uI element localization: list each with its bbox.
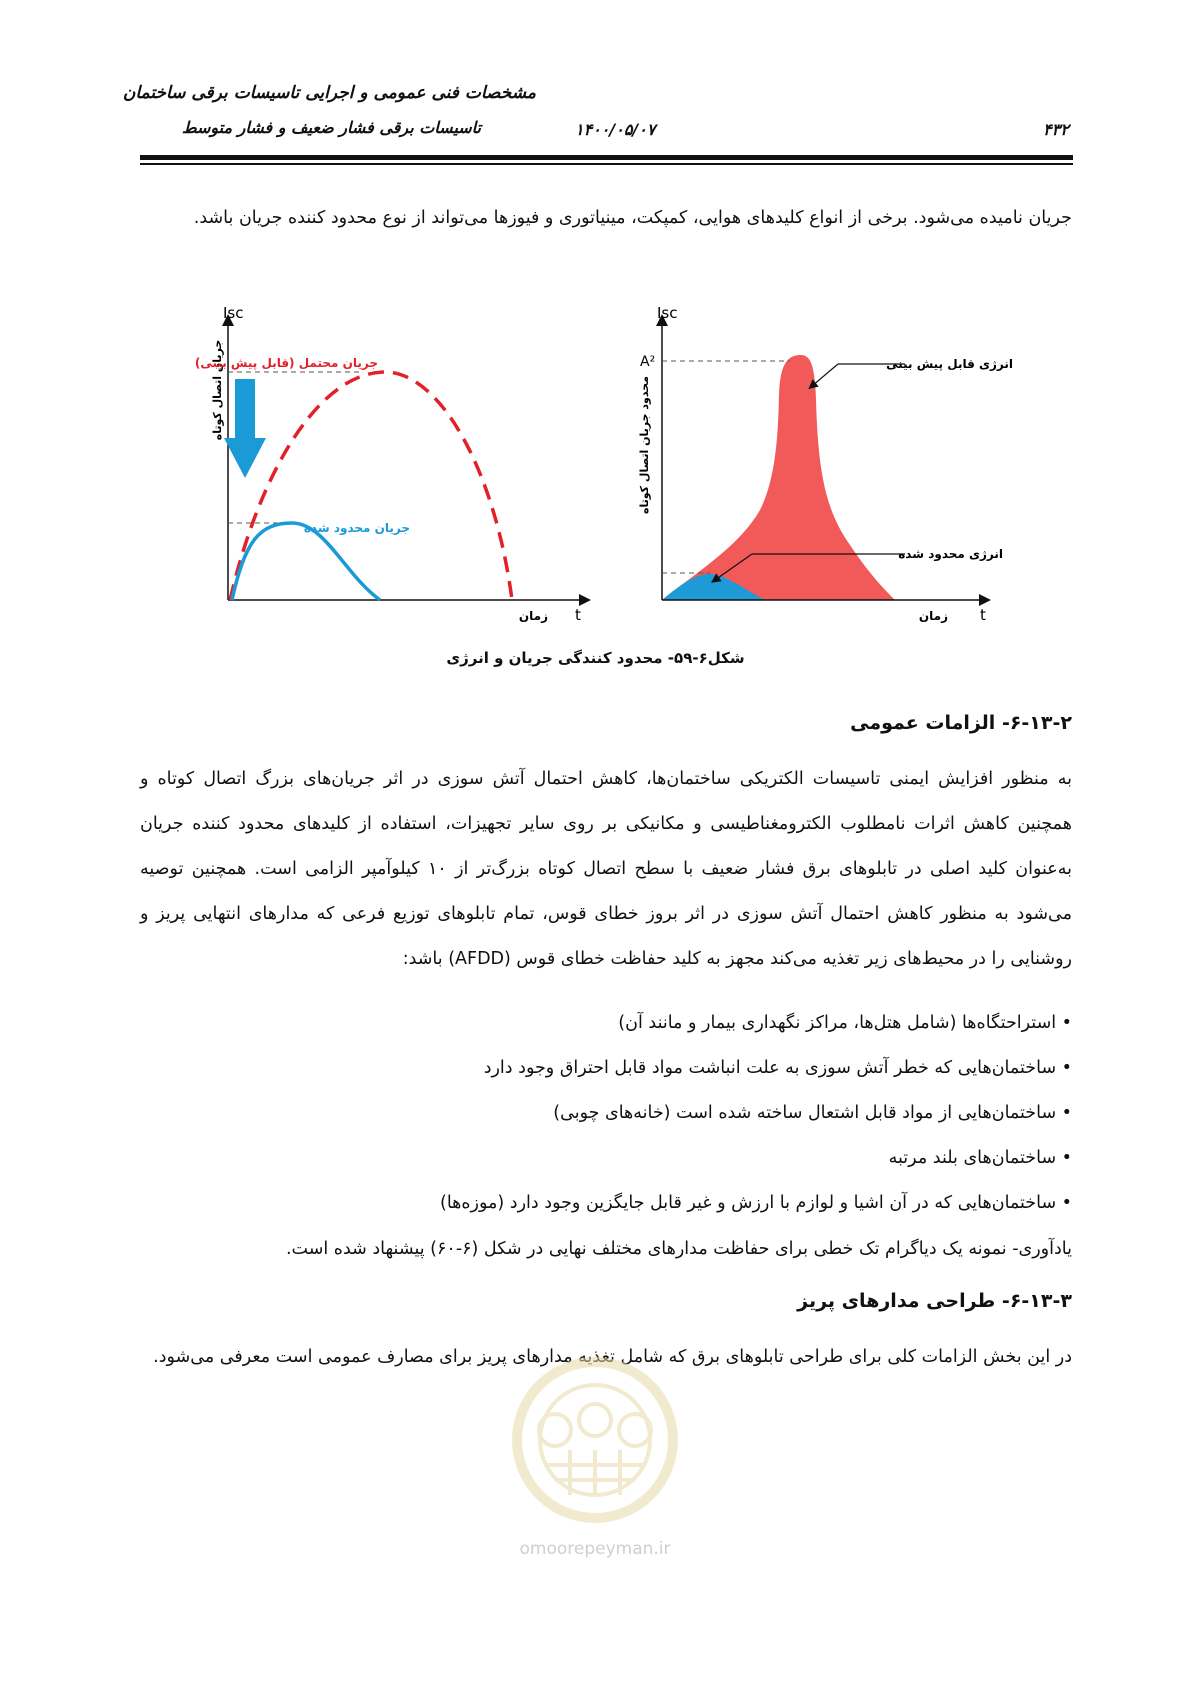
section-heading-socket-circuits: ۶-۱۳-۳- طراحی مدارهای پریز (797, 1290, 1072, 1312)
left-y-symbol: Isc (223, 304, 244, 322)
right-y-label: محدود جریان اتصال کوتاه (638, 376, 651, 514)
prospective-energy-pointer (812, 364, 838, 386)
bullet-list (272, 1001, 1072, 1226)
left-x-symbol: t (575, 606, 581, 624)
prospective-current-curve (230, 372, 512, 600)
right-x-symbol: t (980, 606, 986, 624)
blue-arrow-head (224, 438, 266, 478)
right-peak-symbol: A² (640, 354, 656, 370)
list-item: • استراحتگاه‌ها (شامل هتل‌ها، مراکز نگهداری بیمار و مانند آن) (618, 1013, 1072, 1033)
section-heading-general-requirements: ۶-۱۳-۲- الزامات عمومی (850, 712, 1072, 734)
figure-current-energy-limiting (0, 0, 1191, 700)
prospective-energy-area (662, 355, 895, 600)
section1-paragraph: به منظور افزایش ایمنی تاسیسات الکتریکی ساختمان‌ها، کاهش احتمال آتش سوزی در اثر جریان‌های بزرگ اتصال کوتاه و همچنین کاهش اثرات نامطلوب الکترومغناطیسی و مکانیکی بر روی سایر تجهیزات، استفاده از کلیدهای محدود کننده جریان به‌عنوان کلید اصلی در تابلوهای برق فشار ضعیف با سطح اتصال کوتاه بزرگ‌تر از ۱۰ کیلوآمپر الزامی است. همچنین توصیه می‌شود به منظور کاهش احتمال آتش سوزی در اثر بروز خطای قوس، تمام تابلوهای توزیع فرعی که مدارهای انتهایی پریز و روشنایی را در محیط‌های زیر تغذیه می‌کند مجهز به کلید حفاظت خطای قوس (AFDD) باشد: (140, 769, 1073, 969)
prospective-energy-label: انرژی قابل پیش بینی (886, 357, 1013, 371)
prospective-current-label: جریان محتمل (قابل پیش بینی) (194, 356, 378, 370)
section2-paragraph: در این بخش الزامات کلی برای طراحی تابلوهای برق که شامل تغذیه مدارهای پریز برای مصارف عمومی است معرفی می‌شود. (153, 1347, 1072, 1367)
list-item: • ساختمان‌هایی که خطر آتش سوزی به علت انباشت مواد قابل احتراق وجود دارد (483, 1058, 1072, 1078)
section1-note: یادآوری- نمونه یک دیاگرام تک خطی برای حفاظت مدارهای مختلف نهایی در شکل (۶-۶۰) پیشنهاد شده است. (285, 1239, 1072, 1259)
left-x-label: زمان (518, 609, 548, 623)
list-item: • ساختمان‌های بلند مرتبه (888, 1148, 1072, 1168)
page-number: ۴۳۲ (1043, 120, 1069, 139)
left-y-label: جریان اتصال کوتاه (211, 339, 224, 441)
right-x-label: زمان (918, 609, 948, 623)
document-title: مشخصات فنی عمومی و اجرایی تاسیسات برقی ساختمان (122, 83, 536, 103)
document-date: ۱۴۰۰/۰۵/۰۷ (575, 120, 656, 139)
limited-energy-label: انرژی محدود شده (898, 547, 1003, 561)
watermark-text: omoorepeyman.ir (519, 1539, 671, 1559)
right-chart (638, 304, 1013, 624)
limited-current-label: جریان محدود شده (303, 521, 410, 535)
figure-caption: شکل۶-۵۹- محدود کنندگی جریان و انرژی (446, 649, 745, 667)
document-subtitle: تاسیسات برقی فشار ضعیف و فشار متوسط (181, 118, 481, 137)
watermark-seal (0, 1350, 1191, 1590)
right-y-symbol: Isc (657, 304, 678, 322)
list-item: • ساختمان‌هایی که در آن اشیا و لوازم با ارزش و غیر قابل جایگزین وجود دارد (موزه‌ها) (440, 1193, 1072, 1213)
list-item: • ساختمان‌هایی از مواد قابل اشتعال ساخته شده است (خانه‌های چوبی) (553, 1103, 1072, 1123)
intro-paragraph: جریان نامیده می‌شود. برخی از انواع کلیدهای هوایی، کمپکت، مینیاتوری و فیوزها می‌تواند از نوع محدود کننده جریان باشد. (193, 208, 1072, 228)
blue-arrow-shaft (235, 379, 255, 439)
left-chart (195, 304, 585, 624)
